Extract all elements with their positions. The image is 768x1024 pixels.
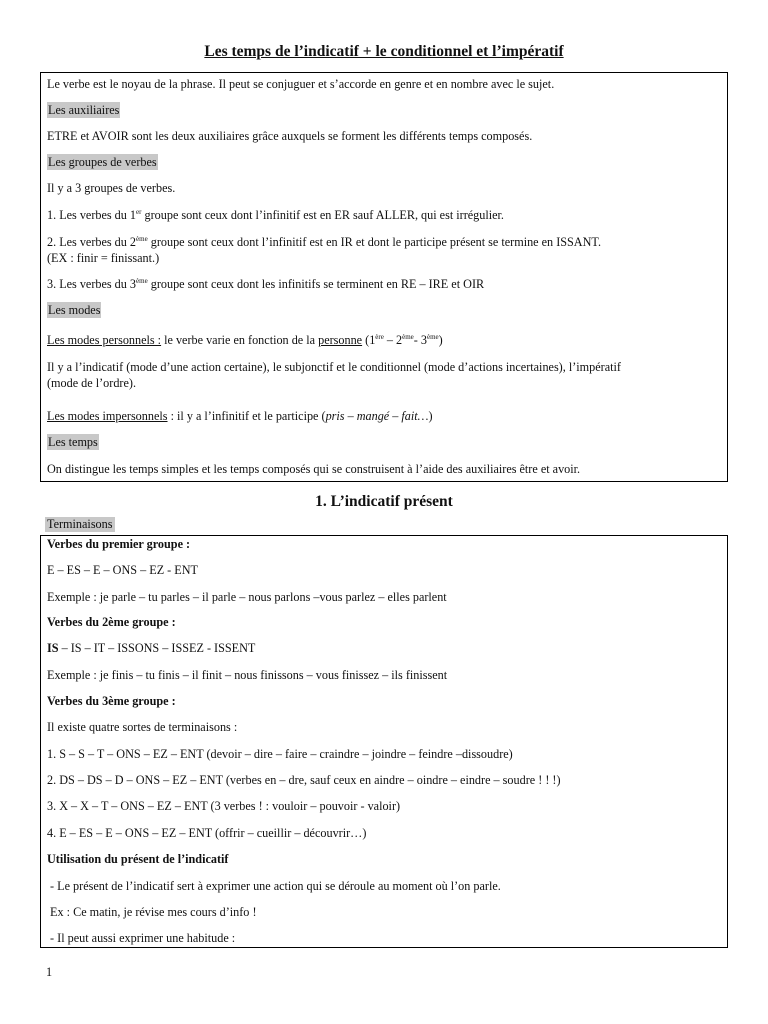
g1-example: Exemple : je parle – tu parles – il parle – nous parlons –vous parlez – elles parlent — [47, 590, 447, 604]
intro-noyau: Le verbe est le noyau de la phrase. Il peut se conjuguer et s’accorde en genre et en nombre avec le sujet. — [47, 77, 555, 91]
heading-auxiliaires: Les auxiliaires — [48, 103, 120, 117]
g2-endings: IS – IS – IT – ISSONS – ISSEZ - ISSENT — [47, 641, 256, 655]
intro-box — [40, 72, 728, 482]
g3-intro: Il existe quatre sortes de terminaisons : — [47, 720, 238, 734]
auxiliaires-text: ETRE et AVOIR sont les deux auxiliaires grâce auxquels se forment les différents temps composés. — [47, 129, 533, 143]
heading-temps: Les temps — [48, 435, 98, 449]
g3-ending-2: 2. DS – DS – D – ONS – EZ – ENT (verbes en – dre, sauf ceux en aindre – oindre – eindre – soudre ! ! !) — [47, 773, 561, 787]
modes-impersonnels: Les modes impersonnels : il y a l’infinitif et le participe (pris – mangé – fait…) — [47, 409, 433, 423]
util-heading: Utilisation du présent de l’indicatif — [47, 852, 229, 866]
modes-personnels: Les modes personnels : le verbe varie en fonction de la personne (1ère – 2ème- 3ème) — [47, 332, 443, 347]
groupe-1: 1. Les verbes du 1er groupe sont ceux dont l’infinitif est en ER sauf ALLER, qui est irrégulier. — [47, 207, 504, 222]
util-line-1: - Le présent de l’indicatif sert à exprimer une action qui se déroule au moment où l’on parle. — [47, 879, 501, 893]
terminaisons-label: Terminaisons — [47, 517, 113, 531]
temps-text: On distingue les temps simples et les temps composés qui se construisent à l’aide des auxiliaires être et avoir. — [47, 462, 581, 476]
modes-list-line2: (mode de l’ordre). — [47, 376, 136, 390]
g3-heading: Verbes du 3ème groupe : — [47, 694, 176, 708]
page-number: 1 — [46, 965, 53, 979]
g1-heading: Verbes du premier groupe : — [47, 537, 191, 551]
g2-heading: Verbes du 2ème groupe : — [47, 615, 176, 629]
g1-endings: E – ES – E – ONS – EZ - ENT — [47, 563, 198, 577]
groupe-2: 2. Les verbes du 2ème groupe sont ceux dont l’infinitif est en IR et dont le participe présent se termine en ISSANT. — [47, 234, 601, 249]
groupe-2-example: (EX : finir = finissant.) — [47, 251, 160, 265]
section-title-indicatif-present: 1. L’indicatif présent — [315, 493, 453, 510]
g2-example: Exemple : je finis – tu finis – il finit – nous finissons – vous finissez – ils finissent — [47, 668, 448, 682]
heading-modes: Les modes — [48, 303, 101, 317]
present-box — [40, 535, 728, 948]
page-title: Les temps de l’indicatif + le conditionnel et l’impératif — [204, 43, 564, 60]
modes-list-line1: Il y a l’indicatif (mode d’une action certaine), le subjonctif et le conditionnel (mode d’actions incertaines), l’impératif — [47, 360, 621, 374]
g3-ending-4: 4. E – ES – E – ONS – EZ – ENT (offrir – cueillir – découvrir…) — [47, 826, 367, 840]
groupe-3: 3. Les verbes du 3ème groupe sont ceux dont les infinitifs se terminent en RE – IRE et OIR — [47, 276, 485, 291]
groupes-intro: Il y a 3 groupes de verbes. — [47, 181, 176, 195]
util-line-2: - Il peut aussi exprimer une habitude : — [47, 931, 236, 945]
util-example: Ex : Ce matin, je révise mes cours d’info ! — [47, 905, 257, 919]
g3-ending-1: 1. S – S – T – ONS – EZ – ENT (devoir – dire – faire – craindre – joindre – feindre –dissoudre) — [47, 747, 513, 761]
heading-groupes: Les groupes de verbes — [48, 155, 157, 169]
g3-ending-3: 3. X – X – T – ONS – EZ – ENT (3 verbes ! : vouloir – pouvoir - valoir) — [47, 799, 401, 813]
